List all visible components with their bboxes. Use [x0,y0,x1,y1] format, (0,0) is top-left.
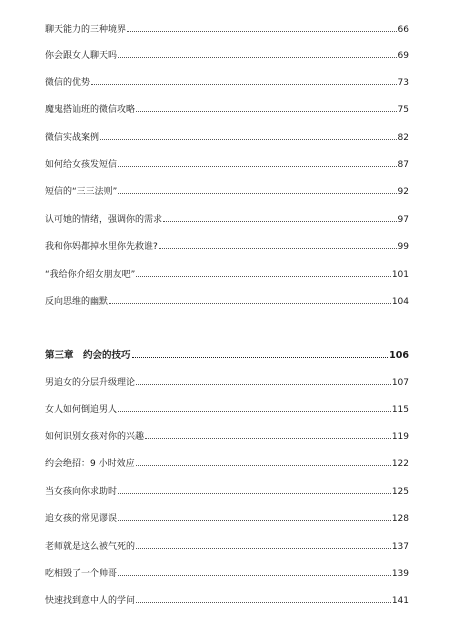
toc-entry[interactable] [45,431,409,443]
toc-entry-title: 你会跟女人聊天吗 [45,51,118,61]
toc-dot-leader [91,84,397,85]
toc-entry-title: “我给你介绍女朋友吧” [45,270,136,280]
toc-entry-page: 122 [391,459,409,469]
toc-dot-leader [118,575,391,576]
toc-dot-leader [136,465,391,466]
toc-entry-page: 115 [391,405,409,415]
toc-entry-title: 反向思维的幽默 [45,297,109,307]
toc-entry-page: 101 [391,270,409,280]
toc-dot-leader [118,411,391,412]
toc-entry[interactable] [45,186,409,198]
toc-entry-page: 104 [391,297,409,307]
toc-entry-page: 87 [397,160,409,170]
toc-entry-page: 128 [391,514,409,524]
toc-entry[interactable] [45,50,409,62]
toc-entry-title: 认可她的情绪，强调你的需求 [45,215,163,225]
toc-entry-page: 119 [391,432,409,442]
toc-dot-leader [159,248,397,249]
toc-dot-leader [163,221,397,222]
toc-entry[interactable] [45,486,409,498]
toc-dot-leader [145,438,391,439]
toc-entry-page: 107 [391,378,409,388]
toc-entry-title: 聊天能力的三种境界 [45,25,127,35]
toc-entry-page: 73 [397,78,409,88]
toc-entry-page: 141 [391,596,409,606]
toc-entry-title: 男追女的分层升级理论 [45,378,136,388]
toc-dot-leader [100,139,397,140]
toc-dot-leader [136,602,391,603]
toc-dot-leader [132,357,389,358]
toc-entry-title: 我和你妈都掉水里你先救谁? [45,242,158,252]
toc-entry-page: 125 [391,487,409,497]
toc-entry-page: 82 [397,133,409,143]
toc-entry-title: 追女孩的常见谬误 [45,514,118,524]
toc-entry-title: 吃相毁了一个帅哥 [45,569,118,579]
toc-dot-leader [127,31,397,32]
toc-entry[interactable] [45,568,409,580]
toc-entry[interactable] [45,159,409,171]
toc-entry[interactable] [45,241,409,253]
toc-entry[interactable] [45,104,409,116]
toc-entry-page: 99 [397,242,409,252]
toc-dot-leader [136,548,391,549]
toc-entry[interactable] [45,377,409,389]
toc-dot-leader [118,166,397,167]
toc-entry[interactable] [45,595,409,607]
toc-entry-title: 微信实战案例 [45,133,100,143]
toc-entry[interactable] [45,214,409,226]
toc-entry-title: 当女孩向你求助时 [45,487,118,497]
toc-entry[interactable] [45,77,409,89]
toc-entry[interactable] [45,404,409,416]
toc-dot-leader [136,384,391,385]
toc-entry-page: 139 [391,569,409,579]
toc-chapter-page: 106 [389,350,409,361]
toc-entry-title: 女人如何倒追男人 [45,405,118,415]
toc-dot-leader [118,193,396,194]
toc-dot-leader [118,493,391,494]
toc-chapter-heading[interactable] [45,350,409,362]
toc-dot-leader [118,57,397,58]
toc-entry-title: 老师就是这么被气死的 [45,542,136,552]
toc-entry-page: 75 [397,105,409,115]
toc-entry-title: 魔鬼搭讪班的微信攻略 [45,105,136,115]
toc-dot-leader [118,520,391,521]
toc-entry[interactable] [45,458,409,470]
toc-entry-page: 69 [397,51,409,61]
toc-entry-title: 如何识别女孩对你的兴趣 [45,432,145,442]
toc-entry-page: 97 [397,215,409,225]
toc-entry[interactable] [45,269,409,281]
toc-chapter-title: 第三章 约会的技巧 [45,350,131,361]
toc-entry-title: 如何给女孩发短信 [45,160,118,170]
toc-dot-leader [109,303,391,304]
toc-entry-title: 快速找到意中人的学问 [45,596,136,606]
toc-entry[interactable] [45,513,409,525]
toc-entry[interactable] [45,132,409,144]
toc-entry-title: 短信的“三三法则” [45,187,118,197]
toc-entry-title: 约会绝招：9 小时效应 [45,459,135,469]
toc-entry[interactable] [45,296,409,308]
toc-entry-page: 137 [391,542,409,552]
toc-entry-page: 66 [397,25,409,35]
toc-entry-page: 92 [397,187,409,197]
toc-dot-leader [136,111,397,112]
toc-dot-leader [136,276,390,277]
toc-entry-title: 微信的优势 [45,78,91,88]
toc-entry[interactable] [45,541,409,553]
toc-entry[interactable] [45,24,409,36]
